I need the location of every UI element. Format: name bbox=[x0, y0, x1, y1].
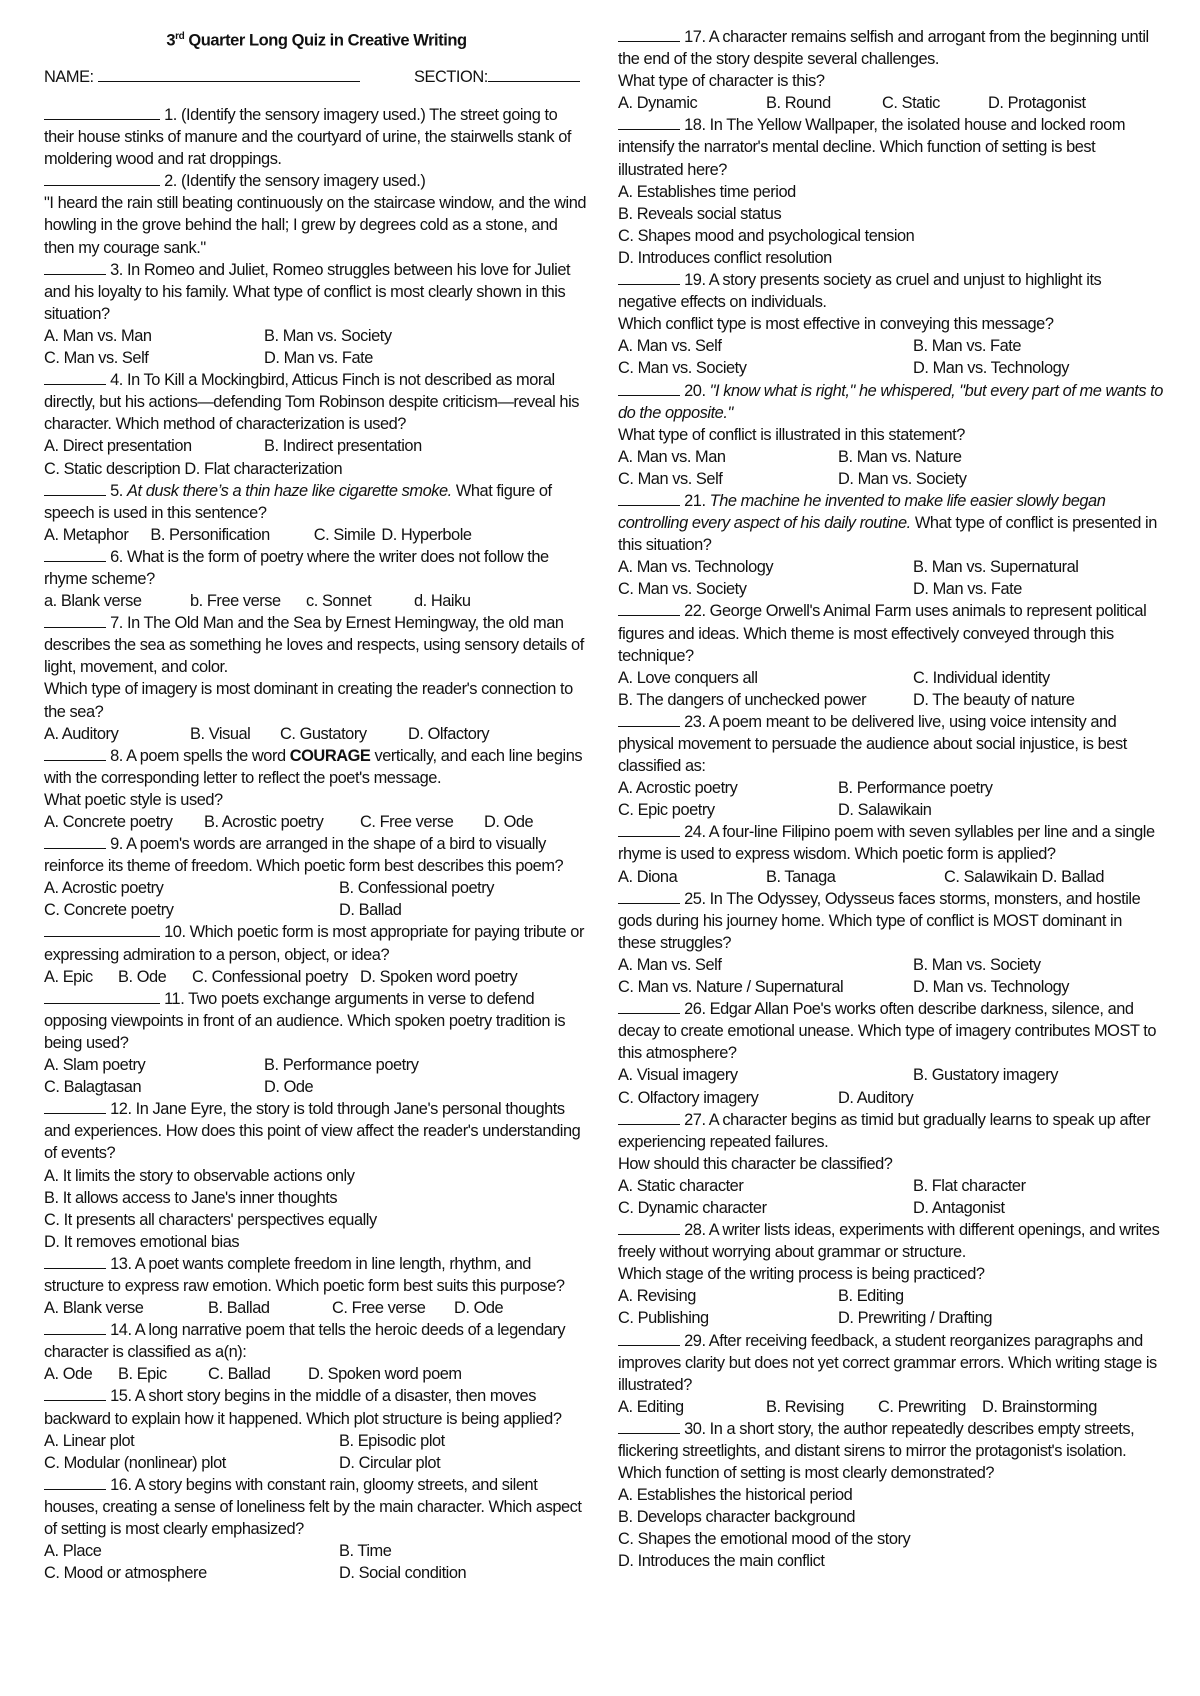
answer-blank[interactable] bbox=[618, 822, 680, 837]
question-6 bbox=[44, 546, 589, 612]
section-field[interactable] bbox=[414, 66, 580, 88]
option-a: A. Man vs. Self bbox=[618, 337, 722, 356]
option-a: A. Concrete poetry bbox=[44, 813, 173, 831]
question-text: 13. A poet wants complete freedom in line length, rhythm, and structure to express raw emotion. Which poetic form best suits this purpose? bbox=[44, 1254, 565, 1295]
question-keyword: COURAGE bbox=[289, 746, 371, 765]
option-b: B. Man vs. Fate bbox=[913, 337, 1022, 356]
answer-options bbox=[44, 1363, 589, 1385]
question-12 bbox=[44, 1098, 589, 1253]
option-b: B. Develops character background bbox=[618, 1508, 856, 1527]
question-text: 27. A character begins as timid but gradually learns to speak up after experiencing repeated failures. bbox=[618, 1110, 1151, 1151]
option-a: A. Place bbox=[44, 1542, 102, 1561]
answer-blank[interactable] bbox=[618, 27, 680, 42]
title-superscript: rd bbox=[175, 31, 185, 42]
option-c: C. Publishing bbox=[618, 1309, 709, 1328]
question-number: 21. bbox=[684, 491, 706, 510]
question-sentence: The machine he invented to make life easier slowly began controlling every aspect of his daily routine. bbox=[618, 491, 1106, 533]
question-4 bbox=[44, 369, 589, 479]
option-d: D. The beauty of nature bbox=[913, 690, 1075, 709]
option-c: C. Prewriting bbox=[878, 1397, 966, 1416]
section-label: SECTION: bbox=[414, 68, 488, 86]
option-a: A. Direct presentation bbox=[44, 437, 192, 456]
option-d: D. Olfactory bbox=[408, 724, 490, 743]
option-d: D. Brainstorming bbox=[982, 1397, 1097, 1416]
left-column bbox=[44, 26, 589, 1584]
option-a: A. Visual imagery bbox=[618, 1066, 738, 1085]
option-c: C. Free verse bbox=[332, 1299, 426, 1318]
option-d: D. Spoken word poem bbox=[308, 1365, 462, 1384]
question-19 bbox=[618, 269, 1163, 379]
answer-options bbox=[618, 1175, 1163, 1219]
option-b: B. Man vs. Nature bbox=[838, 447, 962, 466]
option-a: a. Blank verse bbox=[44, 592, 142, 611]
question-quote: "I know what is right," he whispered, "but every part of me wants to do the opposite." bbox=[618, 381, 1163, 422]
option-d: D. Circular plot bbox=[339, 1453, 441, 1472]
answer-blank[interactable] bbox=[44, 260, 106, 275]
question-text: 9. A poem's words are arranged in the shape of a bird to visually reinforce its theme of freedom. Which poetic form best describes this poem? bbox=[44, 835, 564, 876]
option-c: C. Man vs. Society bbox=[618, 580, 747, 599]
answer-options bbox=[44, 1297, 589, 1319]
question-5 bbox=[44, 480, 589, 546]
option-c: C. Modular (nonlinear) plot bbox=[44, 1453, 226, 1472]
option-a: A. Acrostic poetry bbox=[44, 879, 164, 898]
answer-options bbox=[44, 325, 589, 369]
question-prompt: Which conflict type is most effective in conveying this message? bbox=[618, 315, 1054, 334]
section-blank[interactable] bbox=[488, 67, 580, 82]
question-13 bbox=[44, 1253, 589, 1319]
question-prompt: What type of character is this? bbox=[618, 72, 825, 91]
answer-blank[interactable] bbox=[44, 922, 160, 937]
option-a: A. Man vs. Technology bbox=[618, 558, 774, 577]
option-d: D. Auditory bbox=[838, 1088, 914, 1107]
question-text: 17. A character remains selfish and arrogant from the beginning until the end of the story despite several challenges. bbox=[618, 28, 1149, 69]
question-sentence: At dusk there’s a thin haze like cigarette smoke. bbox=[127, 481, 452, 500]
option-a: A. Slam poetry bbox=[44, 1056, 146, 1075]
answer-blank[interactable] bbox=[618, 601, 680, 616]
question-8 bbox=[44, 745, 589, 833]
option-c: C. Concrete poetry bbox=[44, 901, 174, 920]
answer-blank[interactable] bbox=[618, 1220, 680, 1235]
answer-blank[interactable] bbox=[44, 1475, 106, 1490]
answer-options bbox=[44, 1054, 589, 1098]
answer-options bbox=[618, 92, 1163, 114]
question-text: 1. (Identify the sensory imagery used.) The street going to their house stinks of manure and the courtyard of urine, the stairwells stank of moldering wood and rat droppings. bbox=[44, 106, 572, 169]
option-b: B. Tanaga bbox=[766, 867, 836, 886]
question-prompt: How should this character be classified? bbox=[618, 1154, 893, 1173]
question-28 bbox=[618, 1219, 1163, 1329]
option-a: A. Editing bbox=[618, 1397, 684, 1416]
option-a: A. Love conquers all bbox=[618, 668, 758, 687]
option-a: A. It limits the story to observable actions only bbox=[44, 1166, 355, 1185]
answer-blank[interactable] bbox=[618, 115, 680, 130]
option-d: d. Haiku bbox=[414, 592, 471, 611]
answer-blank[interactable] bbox=[618, 1331, 680, 1346]
option-c: C. Mood or atmosphere bbox=[44, 1564, 207, 1583]
option-b: B. Time bbox=[339, 1542, 392, 1561]
option-d: D. Introduces conflict resolution bbox=[618, 248, 832, 267]
answer-options bbox=[618, 1396, 1163, 1418]
option-a: A. Establishes the historical period bbox=[618, 1486, 853, 1505]
option-c: C. Man vs. Society bbox=[618, 359, 747, 378]
option-b: B. Editing bbox=[838, 1287, 904, 1306]
question-text: 16. A story begins with constant rain, gloomy streets, and silent houses, creating a sense of loneliness felt by the main character. Which aspect of setting is most clearly emphasized? bbox=[44, 1475, 582, 1538]
answer-blank[interactable] bbox=[44, 481, 106, 496]
option-c: C. Man vs. Self bbox=[44, 349, 149, 368]
answer-options bbox=[44, 1430, 589, 1474]
answer-blank[interactable] bbox=[44, 746, 106, 761]
answer-blank[interactable] bbox=[44, 1386, 106, 1401]
option-d: D. Ode bbox=[454, 1299, 504, 1318]
option-b: B. Man vs. Society bbox=[264, 326, 392, 345]
answer-blank[interactable] bbox=[44, 989, 160, 1004]
option-c: C. Man vs. Self bbox=[618, 469, 723, 488]
name-field[interactable] bbox=[44, 66, 414, 88]
answer-options bbox=[44, 435, 589, 457]
question-23 bbox=[618, 711, 1163, 821]
option-c: C. Static bbox=[882, 94, 940, 113]
answer-options bbox=[44, 590, 589, 612]
option-b: B. Performance poetry bbox=[838, 779, 993, 798]
option-a: A. Metaphor bbox=[44, 525, 129, 544]
answer-options bbox=[618, 335, 1163, 379]
option-b: B. Man vs. Society bbox=[913, 955, 1041, 974]
answer-blank[interactable] bbox=[618, 491, 680, 506]
answer-options bbox=[618, 667, 1163, 711]
question-text: 11. Two poets exchange arguments in verse to defend opposing viewpoints in front of an audience. Which spoken poetry tradition is being used? bbox=[44, 989, 566, 1052]
option-b: B. Revising bbox=[766, 1397, 844, 1416]
question-quote: "I heard the rain still beating continuously on the staircase window, and the wind howling in the grove behind the hall; I grew by degrees cold as a stone, and then my courage sank." bbox=[44, 194, 587, 257]
student-info-row bbox=[44, 66, 589, 88]
option-c: C. Free verse bbox=[360, 813, 454, 831]
answer-blank[interactable] bbox=[44, 613, 106, 628]
answer-options bbox=[618, 446, 1163, 490]
option-a: A. Blank verse bbox=[44, 1299, 144, 1318]
right-column bbox=[618, 26, 1163, 1573]
question-text: 30. In a short story, the author repeatedly describes empty streets, flickering streetlights, and distant sirens to mirror the protagonist's isolation. Which function of setting is most clearly demonstrated? bbox=[618, 1419, 1135, 1483]
answer-blank[interactable] bbox=[44, 1254, 106, 1269]
question-20 bbox=[618, 380, 1163, 490]
answer-blank[interactable] bbox=[44, 171, 160, 186]
option-d: D. Protagonist bbox=[988, 94, 1086, 113]
question-number: 20. bbox=[684, 381, 706, 400]
question-number: 5. bbox=[110, 481, 123, 500]
question-text: 29. After receiving feedback, a student reorganizes paragraphs and improves clarity but does not yet correct grammar errors. Which writing stage is illustrated? bbox=[618, 1331, 1157, 1394]
option-c: C. Man vs. Nature / Supernatural bbox=[618, 978, 844, 997]
question-24 bbox=[618, 821, 1163, 887]
question-prompt: Which stage of the writing process is being practiced? bbox=[618, 1265, 985, 1284]
title-text: Quarter Long Quiz in Creative Writing bbox=[184, 31, 467, 50]
question-text: 26. Edgar Allan Poe's works often describe darkness, silence, and decay to create emotional unease. Which type of imagery contributes MOST to this atmosphere? bbox=[618, 1000, 1157, 1063]
answer-blank[interactable] bbox=[618, 712, 680, 727]
option-b: B. Personification bbox=[150, 525, 270, 544]
option-c: C. Shapes mood and psychological tension bbox=[618, 226, 915, 245]
option-d: D. Ode bbox=[484, 813, 534, 831]
question-text: 15. A short story begins in the middle of a disaster, then moves backward to explain how it happened. Which plot structure is being applied? bbox=[44, 1387, 562, 1428]
question-22 bbox=[618, 600, 1163, 710]
answer-options bbox=[618, 777, 1163, 821]
question-18 bbox=[618, 114, 1163, 269]
question-21 bbox=[618, 490, 1163, 600]
option-b: B. Acrostic poetry bbox=[204, 813, 324, 831]
option-c: C. Ballad bbox=[208, 1365, 271, 1384]
option-b: B. Ballad bbox=[208, 1299, 270, 1318]
question-text: 4. In To Kill a Mockingbird, Atticus Finch is not described as moral directly, but his actions—defending Tom Robinson despite criticism—reveal his character. Which method of characterization is used? bbox=[44, 371, 580, 434]
option-b: B. It allows access to Jane's inner thoughts bbox=[44, 1188, 338, 1207]
option-d: D. Man vs. Technology bbox=[913, 978, 1070, 997]
question-text: 8. A poem spells the word bbox=[110, 746, 290, 765]
option-a: A. Acrostic poetry bbox=[618, 779, 738, 798]
question-9 bbox=[44, 833, 589, 921]
answer-blank[interactable] bbox=[44, 834, 106, 849]
option-d: D. Ode bbox=[264, 1078, 314, 1097]
question-11 bbox=[44, 988, 589, 1098]
option-b: B. Indirect presentation bbox=[264, 437, 422, 456]
question-10 bbox=[44, 921, 589, 987]
answer-options bbox=[618, 1285, 1163, 1329]
answer-options-2 bbox=[618, 1087, 1163, 1109]
question-14 bbox=[44, 1319, 589, 1385]
question-text: 25. In The Odyssey, Odysseus faces storms, monsters, and hostile gods during his journey home. Which type of conflict is MOST dominant in these struggles? bbox=[618, 889, 1141, 952]
answer-options bbox=[618, 556, 1163, 600]
answer-options bbox=[618, 866, 1163, 888]
question-17 bbox=[618, 26, 1163, 114]
question-26 bbox=[618, 998, 1163, 1108]
question-1 bbox=[44, 104, 589, 170]
option-a: A. Man vs. Man bbox=[618, 447, 726, 466]
name-blank[interactable] bbox=[98, 67, 360, 82]
question-text: 18. In The Yellow Wallpaper, the isolated house and locked room intensify the narrator's mental decline. Which function of setting is best illustrated here? bbox=[618, 116, 1126, 179]
question-prompt: What type of conflict is illustrated in this statement? bbox=[618, 425, 965, 444]
answer-options bbox=[44, 1540, 589, 1584]
question-prompt: What poetic style is used? bbox=[44, 790, 223, 809]
option-a: A. Dynamic bbox=[618, 94, 698, 113]
option-c: C. Gustatory bbox=[280, 724, 367, 743]
option-b: B. Visual bbox=[190, 724, 251, 743]
page-title bbox=[44, 26, 589, 48]
question-text: 14. A long narrative poem that tells the heroic deeds of a legendary character is classified as a(n): bbox=[44, 1321, 566, 1362]
question-2 bbox=[44, 170, 589, 258]
option-a: A. Man vs. Man bbox=[44, 326, 152, 345]
option-c: C. Olfactory imagery bbox=[618, 1088, 759, 1107]
option-b: B. Man vs. Supernatural bbox=[913, 558, 1079, 577]
answer-blank[interactable] bbox=[44, 547, 106, 562]
question-25 bbox=[618, 888, 1163, 998]
title-number: 3 bbox=[166, 31, 176, 50]
option-c: C. Simile bbox=[313, 525, 376, 544]
answer-options bbox=[618, 1064, 1163, 1086]
option-d: D. Man vs. Society bbox=[838, 469, 967, 488]
option-b: B. Episodic plot bbox=[339, 1431, 445, 1450]
answer-blank[interactable] bbox=[618, 381, 680, 396]
question-text: 19. A story presents society as cruel and unjust to highlight its negative effects on individuals. bbox=[618, 271, 1102, 312]
question-text: 22. George Orwell's Animal Farm uses animals to represent political figures and ideas. Which theme is most effectively conveyed through this technique? bbox=[618, 602, 1147, 665]
option-a: A. Auditory bbox=[44, 724, 119, 743]
question-text: 24. A four-line Filipino poem with seven syllables per line and a single rhyme is used to express wisdom. Which poetic form is applied? bbox=[618, 823, 1155, 864]
question-text: 28. A writer lists ideas, experiments with different openings, and writes freely without worrying about grammar or structure. bbox=[618, 1221, 1160, 1262]
option-b: b. Free verse bbox=[190, 592, 281, 611]
answer-blank[interactable] bbox=[44, 105, 160, 120]
option-c: C. Individual identity bbox=[913, 668, 1050, 687]
question-15 bbox=[44, 1385, 589, 1473]
answer-blank[interactable] bbox=[618, 270, 680, 285]
question-text: 7. In The Old Man and the Sea by Ernest Hemingway, the old man describes the sea as something he loves and respects, using sensory details of light, movement, and color. bbox=[44, 614, 584, 677]
option-d: D. Prewriting / Drafting bbox=[838, 1309, 993, 1328]
question-text: 10. Which poetic form is most appropriate for paying tribute or expressing admiration to a person, object, or idea? bbox=[44, 923, 584, 964]
option-a: A. Linear plot bbox=[44, 1431, 135, 1450]
answer-options bbox=[44, 811, 589, 833]
answer-options bbox=[44, 524, 589, 546]
option-d: D. Ballad bbox=[339, 901, 402, 920]
option-d: D. Man vs. Fate bbox=[913, 580, 1022, 599]
options-c-d: C. Static description D. Flat characterization bbox=[44, 459, 343, 478]
question-29 bbox=[618, 1330, 1163, 1418]
option-b: B. Flat character bbox=[913, 1176, 1026, 1195]
option-c: C. Dynamic character bbox=[618, 1198, 767, 1217]
answer-options bbox=[44, 723, 589, 745]
option-d: D. Spoken word poetry bbox=[360, 967, 518, 986]
option-c: C. Shapes the emotional mood of the story bbox=[618, 1530, 911, 1549]
option-a: A. Revising bbox=[618, 1287, 696, 1306]
option-c: C. Epic poetry bbox=[618, 801, 715, 820]
option-c: c. Sonnet bbox=[306, 592, 372, 611]
option-a: A. Ode bbox=[44, 1365, 93, 1384]
answer-blank[interactable] bbox=[618, 1110, 680, 1125]
question-27 bbox=[618, 1109, 1163, 1219]
question-text: 6. What is the form of poetry where the writer does not follow the rhyme scheme? bbox=[44, 547, 549, 588]
question-30 bbox=[618, 1418, 1163, 1573]
name-label: NAME: bbox=[44, 68, 98, 86]
question-text: What type of conflict is presented in this situation? bbox=[618, 514, 1157, 555]
answer-blank[interactable] bbox=[44, 370, 106, 385]
option-d: D. Antagonist bbox=[913, 1198, 1005, 1217]
answer-blank[interactable] bbox=[618, 999, 680, 1014]
question-text: What figure of speech is used in this sentence? bbox=[44, 481, 552, 522]
option-b: B. Gustatory imagery bbox=[913, 1066, 1058, 1085]
option-c-d: C. Salawikain D. Ballad bbox=[944, 867, 1105, 886]
option-b: B. Reveals social status bbox=[618, 204, 782, 223]
option-b: B. Round bbox=[766, 94, 831, 113]
option-b: B. Confessional poetry bbox=[339, 879, 495, 898]
answer-blank[interactable] bbox=[44, 1099, 106, 1114]
question-text-cont: vertically, and each line begins with the corresponding letter to reflect the poet's message. bbox=[44, 746, 583, 787]
answer-options bbox=[44, 966, 589, 988]
option-d: D. Social condition bbox=[339, 1564, 467, 1583]
option-b: B. Ode bbox=[118, 967, 167, 986]
option-b: B. Performance poetry bbox=[264, 1056, 419, 1075]
option-b: B. Epic bbox=[118, 1365, 167, 1384]
option-a: A. Diona bbox=[618, 867, 678, 886]
option-c: C. Balagtasan bbox=[44, 1078, 142, 1097]
question-3 bbox=[44, 259, 589, 369]
answer-blank[interactable] bbox=[618, 889, 680, 904]
answer-blank[interactable] bbox=[44, 1320, 106, 1335]
question-prompt: Which type of imagery is most dominant in creating the reader's connection to the sea? bbox=[44, 680, 573, 721]
question-16 bbox=[44, 1474, 589, 1584]
option-a: A. Epic bbox=[44, 967, 93, 986]
option-d: D. Man vs. Technology bbox=[913, 359, 1070, 378]
option-d: D. Salawikain bbox=[838, 801, 932, 820]
option-c: C. It presents all characters' perspectives equally bbox=[44, 1210, 377, 1229]
answer-blank[interactable] bbox=[618, 1419, 680, 1434]
question-7 bbox=[44, 612, 589, 745]
question-text: 12. In Jane Eyre, the story is told through Jane's personal thoughts and experiences. How does this point of view affect the reader's understanding of events? bbox=[44, 1100, 581, 1163]
question-text: 23. A poem meant to be delivered live, using voice intensity and physical movement to persuade the audience about social injustice, is best classified as: bbox=[618, 712, 1127, 776]
option-c: C. Confessional poetry bbox=[192, 967, 348, 986]
question-text: 3. In Romeo and Juliet, Romeo struggles between his love for Juliet and his loyalty to his family. What type of conflict is most clearly shown in this situation? bbox=[44, 260, 571, 323]
answer-options bbox=[44, 877, 589, 921]
option-a: A. Establishes time period bbox=[618, 182, 796, 201]
option-d: D. Introduces the main conflict bbox=[618, 1552, 825, 1571]
question-text: 2. (Identify the sensory imagery used.) bbox=[164, 172, 426, 191]
option-d: D. Hyperbole bbox=[381, 525, 472, 544]
option-d: D. It removes emotional bias bbox=[44, 1232, 240, 1251]
option-d: D. Man vs. Fate bbox=[264, 349, 373, 368]
option-a: A. Man vs. Self bbox=[618, 955, 722, 974]
option-a: A. Static character bbox=[618, 1176, 744, 1195]
answer-options bbox=[618, 954, 1163, 998]
option-b: B. The dangers of unchecked power bbox=[618, 690, 867, 709]
